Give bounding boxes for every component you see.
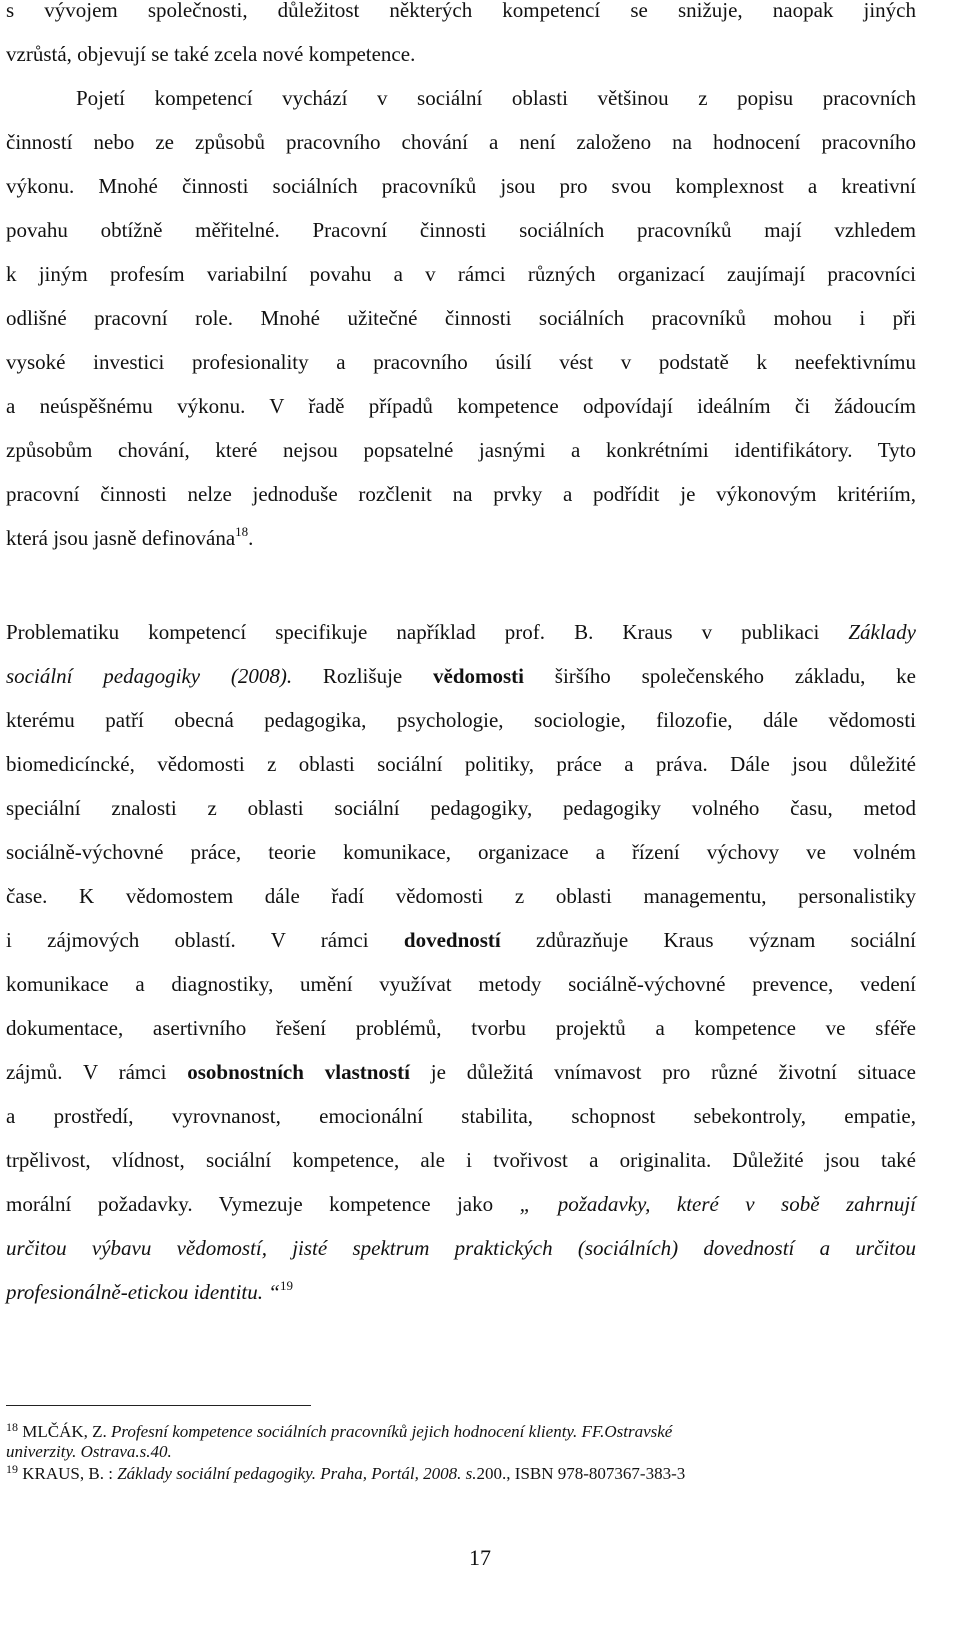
footnote-author: MLČÁK, Z. — [18, 1422, 112, 1441]
quotation: „ požadavky, které v sobě zahrnují — [519, 1192, 916, 1216]
footnote-title: Základy sociální pedagogiky. Praha, Portál, 2008. s. — [117, 1464, 477, 1483]
text-line: trpělivost, vlídnost, sociální kompetence, ale i tvořivost a originalita. Důležité jsou také — [6, 1148, 916, 1172]
footnote-19 — [6, 1464, 916, 1484]
text-line: speciální znalosti z oblasti sociální pedagogiky, pedagogiky volného času, metod — [6, 796, 916, 820]
paragraph-2 — [6, 88, 916, 572]
book-title: Základy — [848, 620, 916, 644]
text-line — [6, 622, 916, 666]
text-line: komunikace a diagnostiky, umění využívat metody sociálně-výchovné prevence, vedení — [6, 972, 916, 996]
footnote-line — [6, 1464, 916, 1484]
text-run: Problematiku kompetencí specifikuje například prof. B. Kraus v publikaci — [6, 620, 849, 644]
text-line — [6, 930, 916, 974]
paragraph-3 — [6, 622, 916, 1326]
text-line: pracovní činnosti nelze jednoduše rozčlenit na prvky a podřídit je výkonovým kritériím, — [6, 482, 916, 506]
text-line: vysoké investici profesionality a pracovního úsilí vést v podstatě k neefektivnímu — [6, 350, 916, 374]
text-line — [6, 1278, 916, 1326]
text-line: s vývojem společnosti, důležitost některých kompetencí se snižuje, naopak jiných — [6, 0, 916, 22]
text-line — [6, 524, 916, 572]
text-line: výkonu. Mnohé činnosti sociálních pracovníků jsou pro svou komplexnost a kreativní — [6, 174, 916, 198]
footnote-number: 19 — [6, 1462, 18, 1476]
footnote-line — [6, 1422, 916, 1442]
text-line: dokumentace, asertivního řešení problémů, tvorbu projektů a kompetence ve sféře — [6, 1016, 916, 1040]
bold-term: vědomosti — [433, 664, 525, 688]
footnote-line: univerzity. Ostrava.s.40. — [6, 1442, 172, 1461]
text-line: způsobům chování, které nejsou popsatelné jasnými a konkrétními identifikátory. Tyto — [6, 438, 916, 462]
text-line — [6, 1062, 916, 1106]
text-line: odlišné pracovní role. Mnohé užitečné činnosti sociálních pracovníků mohou i při — [6, 306, 916, 330]
text-line: povahu obtížně měřitelné. Pracovní činnosti sociálních pracovníků mají vzhledem — [6, 218, 916, 242]
quotation: profesionálně-etickou identitu. “ — [6, 1280, 280, 1304]
footnote-author: KRAUS, B. : — [18, 1464, 118, 1483]
text-run: Rozlišuje — [292, 664, 434, 688]
text-line: sociálně-výchovné práce, teorie komunikace, organizace a řízení výchovy ve volném — [6, 840, 916, 864]
bold-term: osobnostních vlastností — [187, 1060, 410, 1084]
text-run: zdůrazňuje Kraus význam sociální — [500, 928, 916, 952]
text-run: je důležitá vnímavost pro různé životní situace — [409, 1060, 916, 1084]
footnote-ref-18: 18 — [235, 524, 249, 539]
footnote-isbn: 200., ISBN 978-807367-383-3 — [476, 1464, 686, 1483]
text-line: biomedicíncké, vědomosti z oblasti sociální politiky, práce a práva. Dále jsou důležité — [6, 752, 916, 776]
text-run: která jsou jasně definována — [6, 526, 236, 550]
book-title: sociální pedagogiky (2008). — [6, 664, 293, 688]
footnote-title: Profesní kompetence sociálních pracovníků jejich hodnocení klienty. FF.Ostravské — [111, 1422, 673, 1441]
bold-term: dovedností — [403, 928, 501, 952]
text-run: morální požadavky. Vymezuje kompetence jako — [6, 1192, 520, 1216]
footnote-ref-19: 19 — [279, 1278, 293, 1293]
page-number: 17 — [469, 1545, 491, 1570]
text-line — [6, 666, 916, 710]
text-run: zájmů. V rámci — [6, 1060, 188, 1084]
quotation-line: určitou výbavu vědomostí, jisté spektrum praktických (sociálních) dovedností a určitou — [6, 1236, 916, 1260]
text-line: činností nebo ze způsobů pracovního chování a není založeno na hodnocení pracovního — [6, 130, 916, 154]
footnote-separator — [6, 1405, 311, 1406]
footnote-number: 18 — [6, 1420, 18, 1434]
text-line — [6, 1194, 916, 1238]
text-line: Pojetí kompetencí vychází v sociální oblasti většinou z popisu pracovních — [76, 86, 916, 110]
text-run: . — [248, 526, 254, 550]
text-line: vzrůstá, objevují se také zcela nové kompetence. — [6, 42, 416, 66]
text-line: a prostředí, vyrovnanost, emocionální stabilita, schopnost sebekontroly, empatie, — [6, 1104, 916, 1128]
text-line: k jiným profesím variabilní povahu a v rámci různých organizací zaujímají pracovníci — [6, 262, 916, 286]
text-run: i zájmových oblastí. V rámci — [6, 928, 404, 952]
text-line: kterému patří obecná pedagogika, psychologie, sociologie, filozofie, dále vědomosti — [6, 708, 916, 732]
text-run: širšího společenského základu, ke — [524, 664, 917, 688]
text-line: čase. K vědomostem dále řadí vědomosti z oblasti managementu, personalistiky — [6, 884, 916, 908]
paragraph-1 — [6, 0, 916, 88]
text-line: a neúspěšnému výkonu. V řadě případů kompetence odpovídají ideálním či žádoucím — [6, 394, 916, 418]
footnote-18 — [6, 1422, 916, 1462]
